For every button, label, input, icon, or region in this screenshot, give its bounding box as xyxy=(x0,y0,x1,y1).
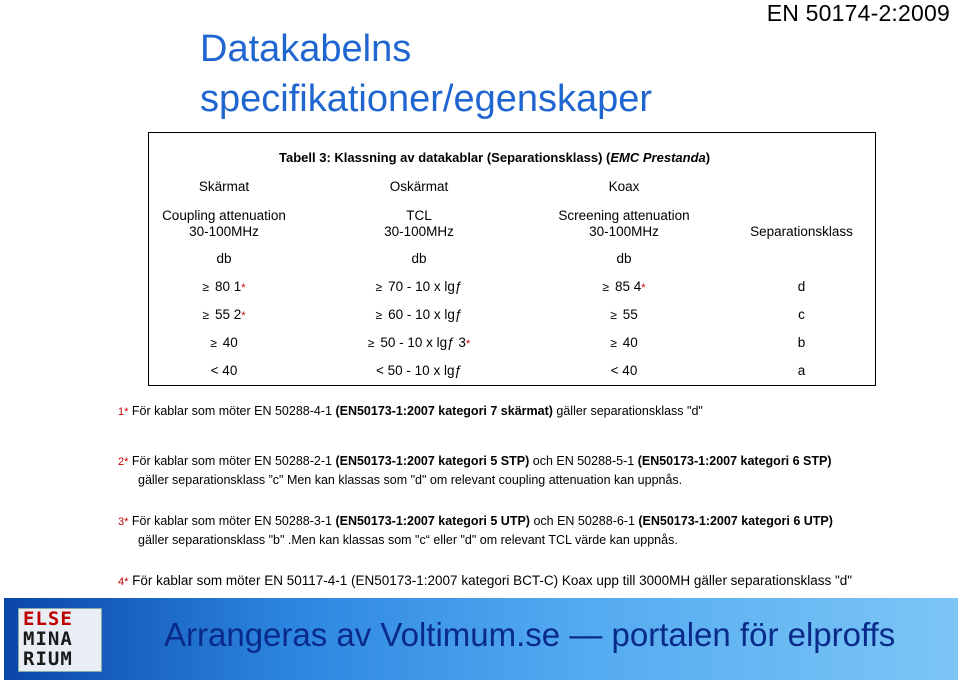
cell-coupling: ≥ 40 xyxy=(210,335,238,350)
classification-table xyxy=(148,132,876,386)
cell-tcl: ≥ 50 - 10 x lgƒ 3* xyxy=(367,335,471,350)
unit-db: db xyxy=(616,251,632,266)
footer-banner xyxy=(4,598,958,680)
group-header-coax: Koax xyxy=(608,179,640,194)
cell-coupling: ≥ 55 2* xyxy=(202,307,246,322)
col-header-tcl: TCL 30-100MHz xyxy=(384,208,454,239)
cell-class: d xyxy=(797,279,806,294)
cell-tcl: ≥ 70 - 10 x lgƒ xyxy=(375,279,463,294)
col-header-separation-class: Separationsklass xyxy=(750,224,853,239)
cell-coupling: < 40 xyxy=(210,363,238,378)
cell-tcl: ≥ 60 - 10 x lgƒ xyxy=(375,307,463,322)
cell-screening: < 40 xyxy=(610,363,638,378)
cell-class: c xyxy=(798,307,805,322)
title-line-2: specifikationer/egenskaper xyxy=(200,78,653,120)
unit-db: db xyxy=(411,251,427,266)
col-header-coupling: Coupling attenuation 30-100MHz xyxy=(162,208,286,239)
col-header-screening: Screening attenuation 30-100MHz xyxy=(558,208,690,239)
standard-code: EN 50174-2:2009 xyxy=(766,0,950,26)
unit-db: db xyxy=(216,251,232,266)
cell-coupling: ≥ 80 1* xyxy=(202,279,246,294)
cell-class: a xyxy=(797,363,806,378)
page-title xyxy=(200,24,800,124)
footnote-1: 1* För kablar som möter EN 50288-4-1 (EN50173-1:2007 kategori 7 skärmat) gäller separationsklass "d" xyxy=(118,404,703,418)
group-header-unshielded: Oskärmat xyxy=(389,179,449,194)
title-line-1: Datakabelns xyxy=(200,28,412,70)
elseminarium-logo: ELSE MINA RIUM xyxy=(18,608,102,672)
cell-screening: ≥ 85 4* xyxy=(602,279,646,294)
footnote-2: 2* För kablar som möter EN 50288-2-1 (EN50173-1:2007 kategori 5 STP) och EN 50288-5-1 (EN50173-1:2007 kategori 6 STP) gäller separationsklass ”c" Men kan klassas som "d" om relevant coupling attenuation kan uppnås. xyxy=(118,454,832,487)
cell-screening: ≥ 55 xyxy=(610,307,638,322)
table-caption: Tabell 3: Klassning av datakablar (Separationsklass) (EMC Prestanda) xyxy=(279,150,711,165)
footnote-4: 4* För kablar som möter EN 50117-4-1 (EN50173-1:2007 kategori BCT-C) Koax upp till 3000MH gäller separationsklass "d" xyxy=(118,573,853,588)
cell-class: b xyxy=(797,335,806,350)
cell-screening: ≥ 40 xyxy=(610,335,638,350)
group-header-shielded: Skärmat xyxy=(198,179,250,194)
footer-tagline: Arrangeras av Voltimum.se — portalen för elproffs xyxy=(164,616,896,653)
cell-tcl: < 50 - 10 x lgƒ xyxy=(376,363,462,378)
footnote-3: 3* För kablar som möter EN 50288-3-1 (EN50173-1:2007 kategori 5 UTP) och EN 50288-6-1 (EN50173-1:2007 kategori 6 UTP) gäller separationsklass "b" .Men kan klassas som "c“ eller "d" om relevant TCL värde kan uppnås. xyxy=(118,514,833,547)
